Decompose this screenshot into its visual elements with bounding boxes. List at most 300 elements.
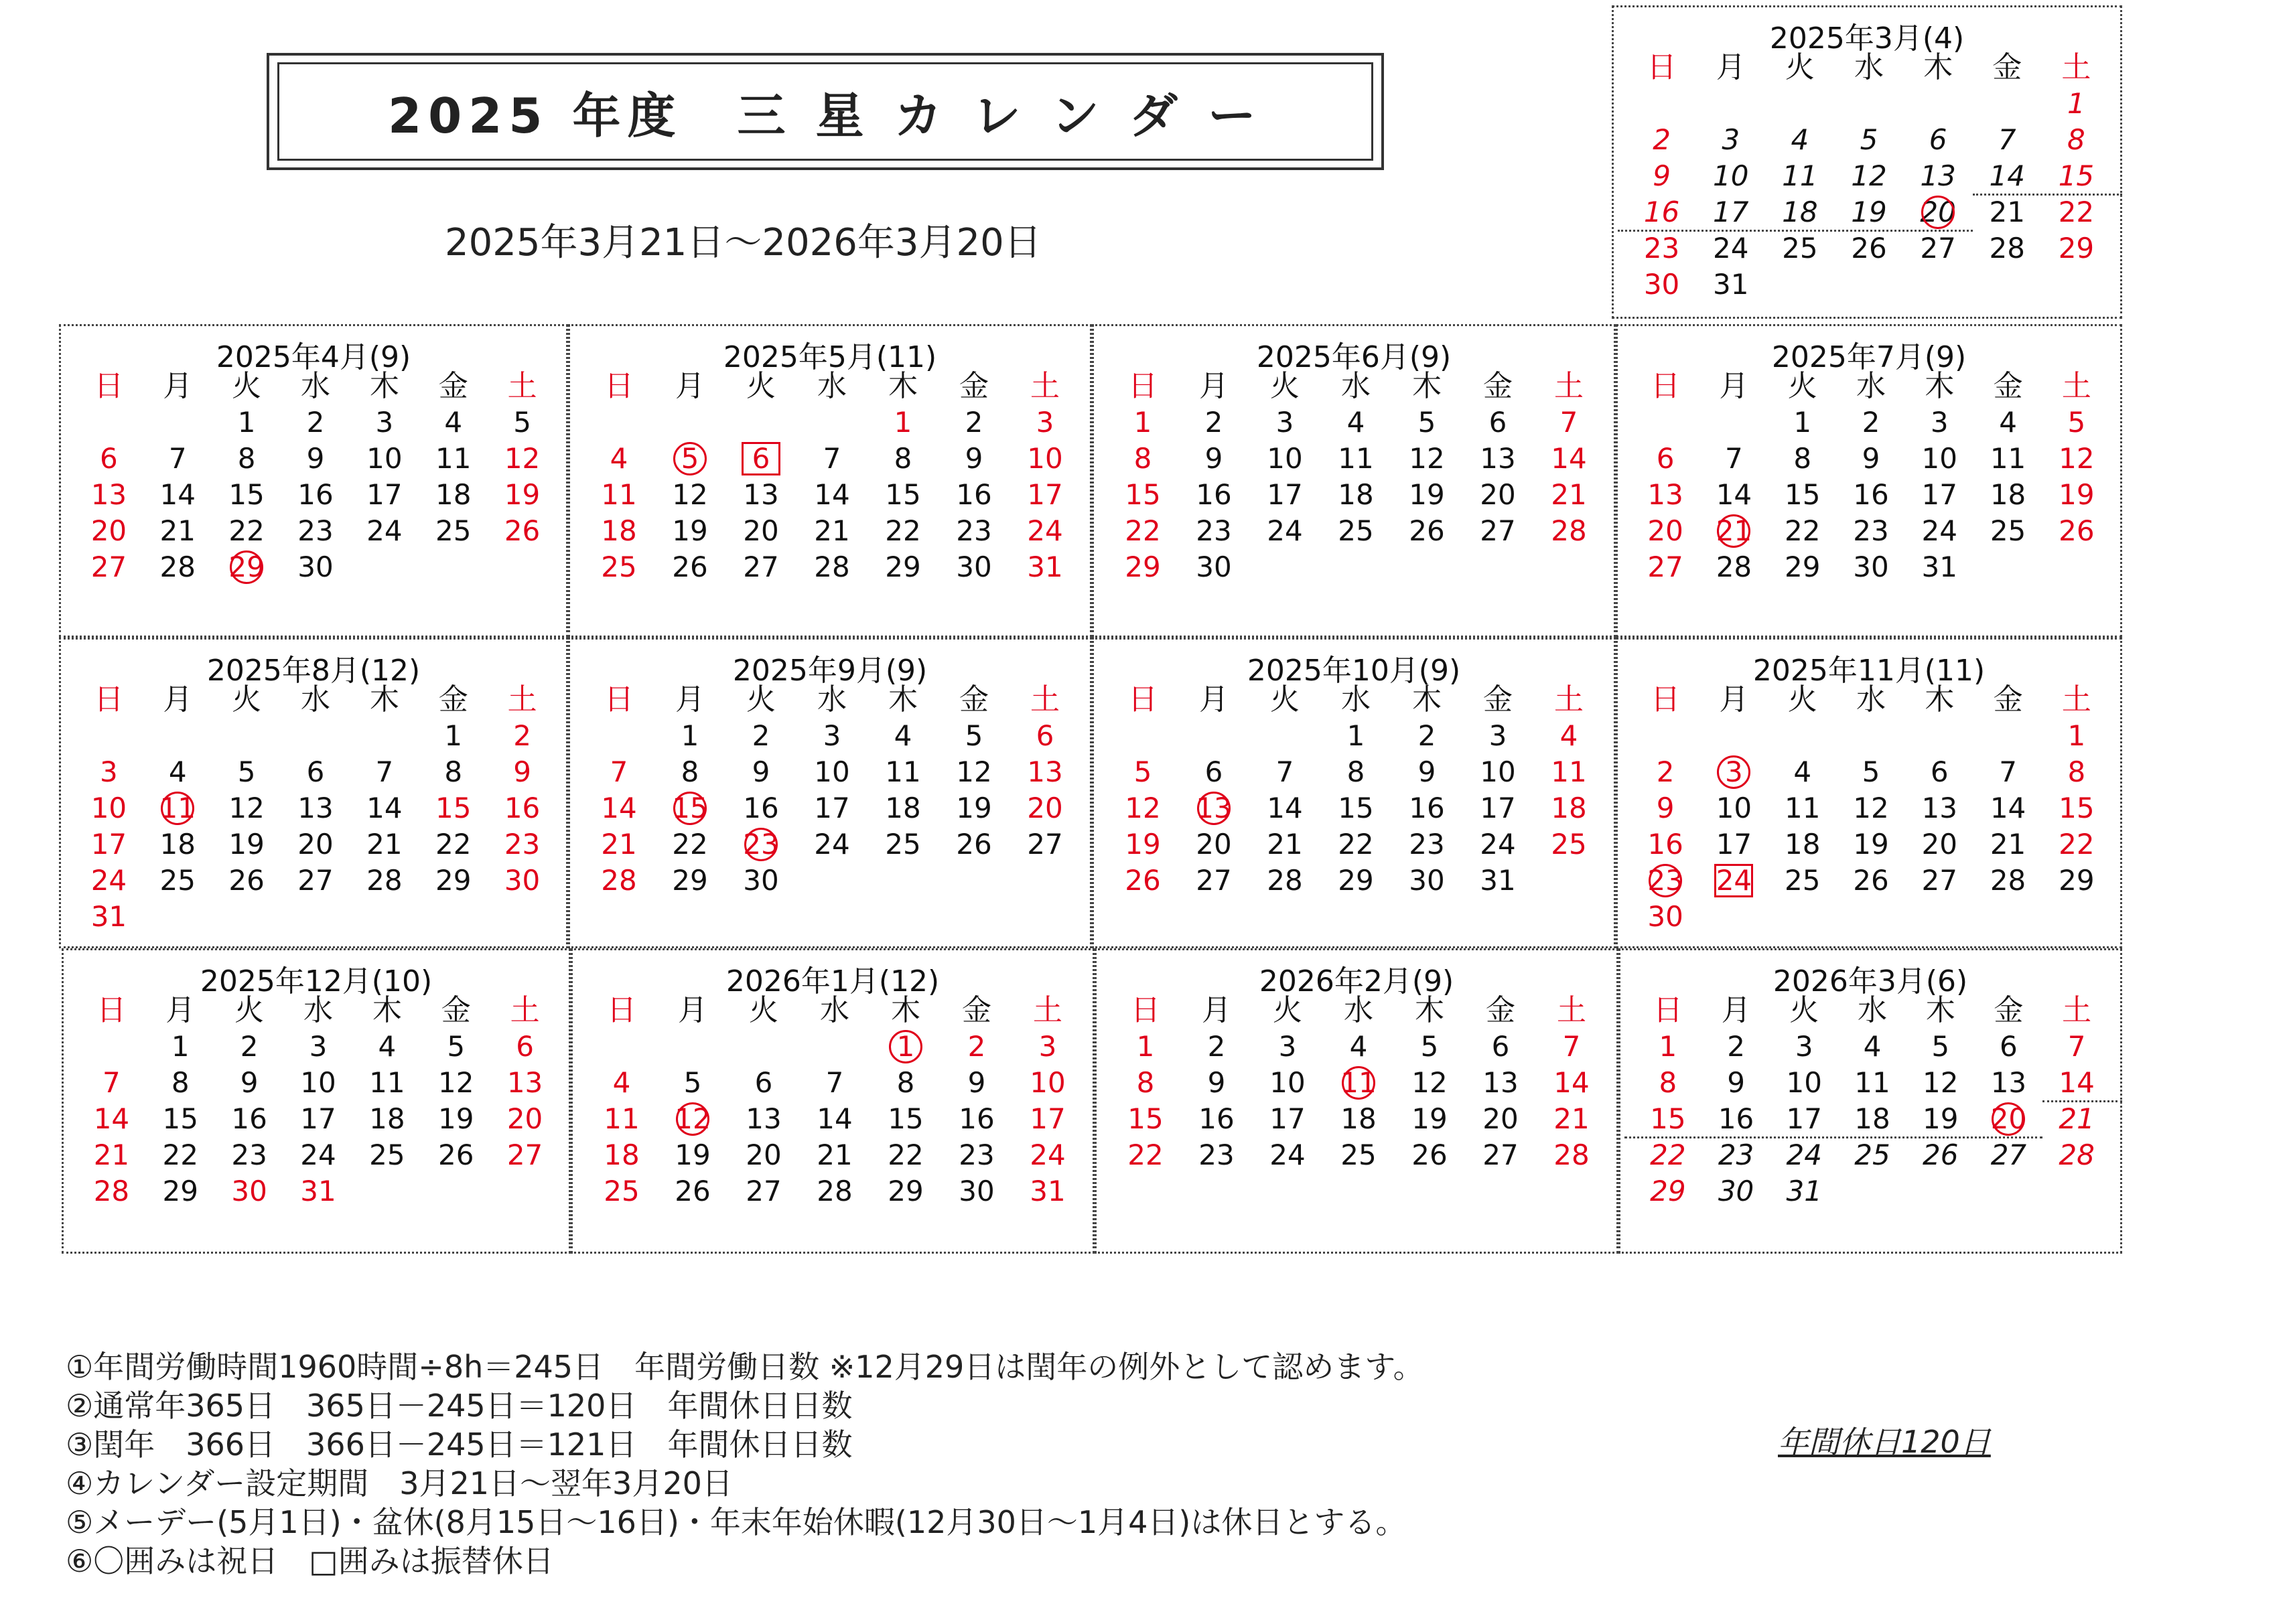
weekday-header: 金 [962, 993, 991, 1027]
day-cell: 2 [306, 406, 325, 439]
day-cell: 20 [1913, 194, 1963, 231]
month-title: 2025年5月(11) [723, 340, 937, 374]
day-cell: 16 [231, 1102, 267, 1135]
day-cell: 2 [1204, 406, 1223, 439]
weekday-header: 土 [1030, 682, 1060, 717]
month-title: 2025年12月(10) [200, 964, 433, 999]
day-cell: 18 [1551, 792, 1587, 824]
day-cell: 21 [817, 1138, 853, 1171]
day-cell: 23 [1853, 514, 1889, 547]
day-cell: 26 [1125, 864, 1161, 897]
day-cell: 29 [885, 550, 921, 583]
day-cell: 25 [369, 1138, 405, 1171]
day-cell: 12 [1922, 1066, 1959, 1099]
day-cell: 4 [168, 755, 187, 788]
day-cell: 26 [672, 550, 708, 583]
day-cell: 2 [1727, 1030, 1745, 1063]
day-cell: 29 [672, 864, 708, 897]
period-boundary [2042, 1100, 2122, 1102]
day-cell: 27 [1990, 1138, 2027, 1171]
day-cell: 6 [736, 440, 786, 477]
day-cell: 30 [1647, 900, 1683, 933]
day-cell: 31 [1786, 1175, 1822, 1207]
day-cell: 17 [366, 478, 403, 511]
day-cell: 9 [967, 1066, 986, 1099]
day-cell: 6 [1036, 719, 1054, 752]
title-box [267, 53, 1384, 170]
day-cell: 16 [1198, 1102, 1235, 1135]
day-cell: 14 [159, 478, 196, 511]
day-cell: 29 [2059, 864, 2095, 897]
day-cell: 25 [1990, 514, 2026, 547]
day-cell: 27 [506, 1138, 543, 1171]
weekday-header: 月 [163, 369, 193, 403]
weekday-header: 金 [438, 682, 468, 717]
day-cell: 12 [1853, 792, 1889, 824]
day-cell: 4 [1791, 123, 1809, 156]
day-cell: 2 [1653, 123, 1671, 156]
day-cell: 29 [435, 864, 472, 897]
day-cell: 26 [1411, 1138, 1448, 1171]
day-cell: 26 [675, 1175, 711, 1207]
day-cell: 21 [814, 514, 850, 547]
day-cell: 4 [1349, 1030, 1368, 1063]
day-cell: 16 [504, 792, 541, 824]
day-cell: 23 [1198, 1138, 1235, 1171]
day-cell: 22 [672, 828, 708, 861]
weekday-header: 月 [1721, 993, 1751, 1027]
day-cell: 13 [90, 478, 127, 511]
day-cell: 20 [743, 514, 779, 547]
day-cell: 10 [1712, 159, 1749, 192]
day-cell: 3 [1930, 406, 1949, 439]
day-cell: 2 [965, 406, 983, 439]
day-cell: 9 [1862, 442, 1880, 475]
day-cell: 7 [825, 1066, 844, 1099]
day-cell: 12 [667, 1100, 718, 1138]
day-cell: 8 [1133, 442, 1152, 475]
weekday-header: 土 [2061, 369, 2091, 403]
day-cell: 25 [159, 864, 196, 897]
day-cell: 31 [90, 900, 127, 933]
weekday-header: 日 [607, 993, 636, 1027]
day-cell: 20 [1196, 828, 1232, 861]
day-cell: 3 [375, 406, 394, 439]
weekday-header: 火 [1273, 993, 1302, 1027]
weekday-header: 木 [1415, 993, 1444, 1027]
day-cell: 13 [1647, 478, 1683, 511]
day-cell: 7 [168, 442, 187, 475]
day-cell: 3 [1278, 1030, 1297, 1063]
day-cell: 30 [959, 1175, 995, 1207]
day-cell: 5 [513, 406, 531, 439]
day-cell: 5 [965, 719, 983, 752]
day-cell: 29 [162, 1175, 198, 1207]
weekday-header: 木 [369, 369, 399, 403]
day-cell: 16 [956, 478, 992, 511]
day-cell: 19 [228, 828, 265, 861]
day-cell: 4 [378, 1030, 397, 1063]
day-cell: 10 [1027, 442, 1063, 475]
day-cell: 13 [743, 478, 779, 511]
weekday-header: 水 [817, 369, 847, 403]
day-cell: 3 [1488, 719, 1507, 752]
day-cell: 6 [2000, 1030, 2018, 1063]
day-cell: 3 [1038, 1030, 1057, 1063]
day-cell: 24 [814, 828, 850, 861]
day-cell: 22 [1125, 514, 1161, 547]
weekday-header: 水 [303, 993, 333, 1027]
day-cell: 7 [2067, 1030, 2086, 1063]
day-cell: 11 [601, 478, 637, 511]
day-cell: 9 [1653, 159, 1671, 192]
day-cell: 18 [1854, 1102, 1890, 1135]
day-cell: 4 [894, 719, 912, 752]
day-cell: 4 [444, 406, 463, 439]
day-cell: 27 [1647, 550, 1683, 583]
day-cell: 25 [1784, 864, 1821, 897]
day-cell: 26 [437, 1138, 474, 1171]
day-cell: 29 [221, 548, 272, 586]
day-cell: 20 [1482, 1102, 1519, 1135]
weekday-header: 金 [438, 369, 468, 403]
day-cell: 21 [93, 1138, 130, 1171]
day-cell: 14 [93, 1102, 130, 1135]
day-cell: 16 [1196, 478, 1232, 511]
day-cell: 2 [240, 1030, 259, 1063]
day-cell: 3 [1708, 753, 1759, 791]
day-cell: 26 [228, 864, 265, 897]
day-cell: 9 [513, 755, 531, 788]
day-cell: 11 [1854, 1066, 1890, 1099]
weekday-header: 月 [675, 369, 705, 403]
day-cell: 3 [100, 755, 118, 788]
day-cell: 16 [1409, 792, 1445, 824]
day-cell: 17 [1027, 478, 1063, 511]
weekday-header: 木 [1925, 369, 1955, 403]
day-cell: 20 [297, 828, 334, 861]
day-cell: 14 [1267, 792, 1303, 824]
day-cell: 13 [1480, 442, 1516, 475]
note-2: ②通常年365日 365日－245日＝120日 年間休日日数 [66, 1388, 853, 1424]
month-calendar [59, 638, 568, 948]
month-calendar [568, 638, 1092, 948]
weekday-header: 金 [1993, 369, 2023, 403]
weekday-header: 日 [94, 682, 124, 717]
weekday-header: 月 [1199, 682, 1229, 717]
day-cell: 14 [814, 478, 850, 511]
weekday-header: 木 [888, 369, 918, 403]
weekday-header: 木 [1925, 682, 1955, 717]
weekday-header: 水 [1341, 682, 1371, 717]
month-calendar [1092, 638, 1616, 948]
month-calendar [571, 948, 1095, 1254]
weekday-header: 金 [441, 993, 471, 1027]
day-cell: 13 [1921, 792, 1957, 824]
note-5: ⑤メーデー(5月1日)・盆休(8月15日～16日)・年末年始休暇(12月30日～1月4日)は休日とする。 [66, 1504, 1407, 1540]
day-cell: 17 [300, 1102, 336, 1135]
day-cell: 17 [1712, 196, 1749, 228]
day-cell: 8 [896, 1066, 915, 1099]
day-cell: 28 [601, 864, 637, 897]
day-cell: 31 [1921, 550, 1957, 583]
day-cell: 24 [1267, 514, 1303, 547]
day-cell: 14 [366, 792, 403, 824]
day-cell: 10 [300, 1066, 336, 1099]
day-cell: 13 [746, 1102, 782, 1135]
day-cell: 8 [1346, 755, 1365, 788]
weekday-header: 土 [510, 993, 540, 1027]
day-cell: 23 [1409, 828, 1445, 861]
day-cell: 28 [93, 1175, 130, 1207]
day-cell: 10 [1480, 755, 1516, 788]
day-cell: 17 [1786, 1102, 1822, 1135]
day-cell: 29 [888, 1175, 924, 1207]
day-cell: 6 [100, 442, 118, 475]
weekday-header: 木 [372, 993, 402, 1027]
day-cell: 24 [90, 864, 127, 897]
day-cell: 3 [1722, 123, 1740, 156]
day-cell: 5 [1860, 123, 1878, 156]
day-cell: 23 [1640, 862, 1691, 899]
day-cell: 13 [1920, 159, 1956, 192]
day-cell: 14 [1553, 1066, 1590, 1099]
weekday-header: 水 [301, 682, 330, 717]
day-cell: 23 [1718, 1138, 1754, 1171]
day-cell: 1 [2067, 87, 2085, 120]
day-cell: 24 [1708, 862, 1759, 899]
day-cell: 18 [1990, 478, 2026, 511]
day-cell: 5 [1420, 1030, 1439, 1063]
day-cell: 11 [885, 755, 921, 788]
period-boundary [1973, 194, 2122, 196]
day-cell: 26 [1853, 864, 1889, 897]
day-cell: 20 [506, 1102, 543, 1135]
day-cell: 27 [1027, 828, 1063, 861]
day-cell: 28 [817, 1175, 853, 1207]
day-cell: 9 [1204, 442, 1223, 475]
day-cell: 5 [1931, 1030, 1950, 1063]
day-cell: 17 [1269, 1102, 1306, 1135]
day-cell: 12 [1411, 1066, 1448, 1099]
day-cell: 15 [435, 792, 472, 824]
day-cell: 18 [1782, 196, 1818, 228]
day-cell: 18 [885, 792, 921, 824]
day-cell: 26 [2059, 514, 2095, 547]
month-title: 2025年3月(4) [1769, 21, 1965, 56]
day-cell: 29 [1650, 1175, 1686, 1207]
period-boundary [1618, 230, 1973, 232]
day-cell: 10 [90, 792, 127, 824]
day-cell: 17 [1480, 792, 1516, 824]
day-cell: 19 [437, 1102, 474, 1135]
day-cell: 15 [1125, 478, 1161, 511]
day-cell: 19 [1853, 828, 1889, 861]
day-cell: 18 [1340, 1102, 1377, 1135]
day-cell: 8 [681, 755, 699, 788]
day-cell: 8 [2067, 755, 2086, 788]
day-cell: 21 [2059, 1102, 2095, 1135]
day-cell: 31 [1480, 864, 1516, 897]
day-cell: 16 [1718, 1102, 1754, 1135]
day-cell: 27 [1196, 864, 1232, 897]
weekday-header: 土 [2061, 682, 2091, 717]
day-cell: 1 [171, 1030, 190, 1063]
day-cell: 11 [604, 1102, 640, 1135]
day-cell: 20 [1027, 792, 1063, 824]
day-cell: 11 [1782, 159, 1818, 192]
day-cell: 19 [1409, 478, 1445, 511]
day-cell: 3 [1275, 406, 1294, 439]
month-calendar [62, 948, 571, 1254]
day-cell: 22 [1338, 828, 1374, 861]
day-cell: 1 [1136, 1030, 1155, 1063]
day-cell: 19 [1411, 1102, 1448, 1135]
day-cell: 19 [504, 478, 541, 511]
day-cell: 5 [447, 1030, 466, 1063]
day-cell: 4 [1863, 1030, 1882, 1063]
weekday-header: 木 [1923, 50, 1953, 84]
day-cell: 24 [1030, 1138, 1066, 1171]
day-cell: 7 [1562, 1030, 1581, 1063]
day-cell: 18 [601, 514, 637, 547]
day-cell: 24 [300, 1138, 336, 1171]
weekday-header: 水 [1856, 682, 1886, 717]
weekday-header: 金 [1486, 993, 1515, 1027]
weekday-header: 金 [959, 369, 989, 403]
day-cell: 7 [375, 755, 394, 788]
day-cell: 5 [1417, 406, 1436, 439]
day-cell: 11 [1333, 1064, 1384, 1102]
month-calendar [1092, 324, 1616, 638]
day-cell: 3 [823, 719, 841, 752]
note-1: ①年間労働時間1960時間÷8h＝245日 年間労働日数 ※12月29日は閏年の例外として認めます。 [66, 1349, 1424, 1385]
weekday-header: 火 [1270, 369, 1300, 403]
day-cell: 6 [1204, 755, 1223, 788]
weekday-header: 土 [1557, 993, 1586, 1027]
day-cell: 24 [1786, 1138, 1822, 1171]
month-calendar [1616, 638, 2122, 948]
weekday-header: 土 [1030, 369, 1060, 403]
day-cell: 19 [675, 1138, 711, 1171]
day-cell: 13 [1990, 1066, 2027, 1099]
day-cell: 11 [152, 790, 203, 827]
day-cell: 15 [228, 478, 265, 511]
day-cell: 27 [1482, 1138, 1519, 1171]
month-title: 2025年8月(12) [206, 654, 421, 688]
weekday-header: 火 [234, 993, 265, 1027]
day-cell: 8 [1793, 442, 1812, 475]
weekday-header: 水 [301, 369, 330, 403]
weekday-header: 水 [1344, 993, 1373, 1027]
month-title: 2025年4月(9) [216, 340, 411, 374]
day-cell: 22 [2059, 828, 2095, 861]
day-cell: 9 [240, 1066, 259, 1099]
day-cell: 30 [1409, 864, 1445, 897]
day-cell: 27 [746, 1175, 782, 1207]
day-cell: 5 [237, 755, 256, 788]
weekday-header: 日 [1128, 682, 1158, 717]
day-cell: 18 [1338, 478, 1374, 511]
day-cell: 23 [1643, 232, 1680, 265]
day-cell: 21 [1708, 512, 1759, 550]
month-calendar [568, 324, 1092, 638]
day-cell: 12 [956, 755, 992, 788]
day-cell: 15 [1338, 792, 1374, 824]
day-cell: 5 [2067, 406, 2086, 439]
day-cell: 18 [159, 828, 196, 861]
day-cell: 16 [1853, 478, 1889, 511]
day-cell: 11 [1338, 442, 1374, 475]
day-cell: 21 [1551, 478, 1587, 511]
day-cell: 27 [90, 550, 127, 583]
day-cell: 19 [672, 514, 708, 547]
weekday-header: 月 [165, 993, 196, 1027]
day-cell: 25 [1551, 828, 1587, 861]
day-cell: 5 [665, 440, 715, 477]
day-cell: 11 [435, 442, 472, 475]
month-title: 2026年3月(6) [1773, 964, 1968, 999]
day-cell: 7 [823, 442, 841, 475]
day-cell: 1 [2067, 719, 2086, 752]
day-cell: 17 [1716, 828, 1752, 861]
day-cell: 9 [965, 442, 983, 475]
day-cell: 6 [306, 755, 325, 788]
day-cell: 23 [959, 1138, 995, 1171]
day-cell: 30 [297, 550, 334, 583]
weekday-header: 金 [959, 682, 989, 717]
day-cell: 7 [1725, 442, 1743, 475]
day-cell: 25 [601, 550, 637, 583]
day-cell: 2 [1207, 1030, 1226, 1063]
day-cell: 25 [435, 514, 472, 547]
day-cell: 17 [1030, 1102, 1066, 1135]
day-cell: 18 [369, 1102, 405, 1135]
day-cell: 15 [665, 790, 715, 827]
day-cell: 12 [228, 792, 265, 824]
day-cell: 10 [1921, 442, 1957, 475]
day-cell: 14 [1989, 159, 2025, 192]
day-cell: 5 [1862, 755, 1880, 788]
day-cell: 7 [1275, 755, 1294, 788]
day-cell: 4 [1793, 755, 1812, 788]
weekday-header: 日 [1653, 993, 1683, 1027]
day-cell: 16 [1647, 828, 1683, 861]
day-cell: 15 [1650, 1102, 1686, 1135]
day-cell: 17 [1921, 478, 1957, 511]
weekday-header: 火 [746, 369, 776, 403]
weekday-header: 土 [1033, 993, 1062, 1027]
day-cell: 2 [967, 1030, 986, 1063]
weekday-header: 月 [1202, 993, 1231, 1027]
day-cell: 1 [444, 719, 463, 752]
day-cell: 8 [1136, 1066, 1155, 1099]
day-cell: 29 [1338, 864, 1374, 897]
day-cell: 31 [1712, 268, 1749, 301]
day-cell: 10 [1267, 442, 1303, 475]
day-cell: 24 [1480, 828, 1516, 861]
day-cell: 16 [297, 478, 334, 511]
day-cell: 14 [1716, 478, 1752, 511]
day-cell: 21 [1267, 828, 1303, 861]
weekday-header: 木 [1925, 993, 1955, 1027]
day-cell: 20 [1480, 478, 1516, 511]
day-cell: 12 [672, 478, 708, 511]
day-cell: 15 [885, 478, 921, 511]
day-cell: 9 [1727, 1066, 1745, 1099]
day-cell: 28 [1551, 514, 1587, 547]
day-cell: 27 [1921, 864, 1957, 897]
